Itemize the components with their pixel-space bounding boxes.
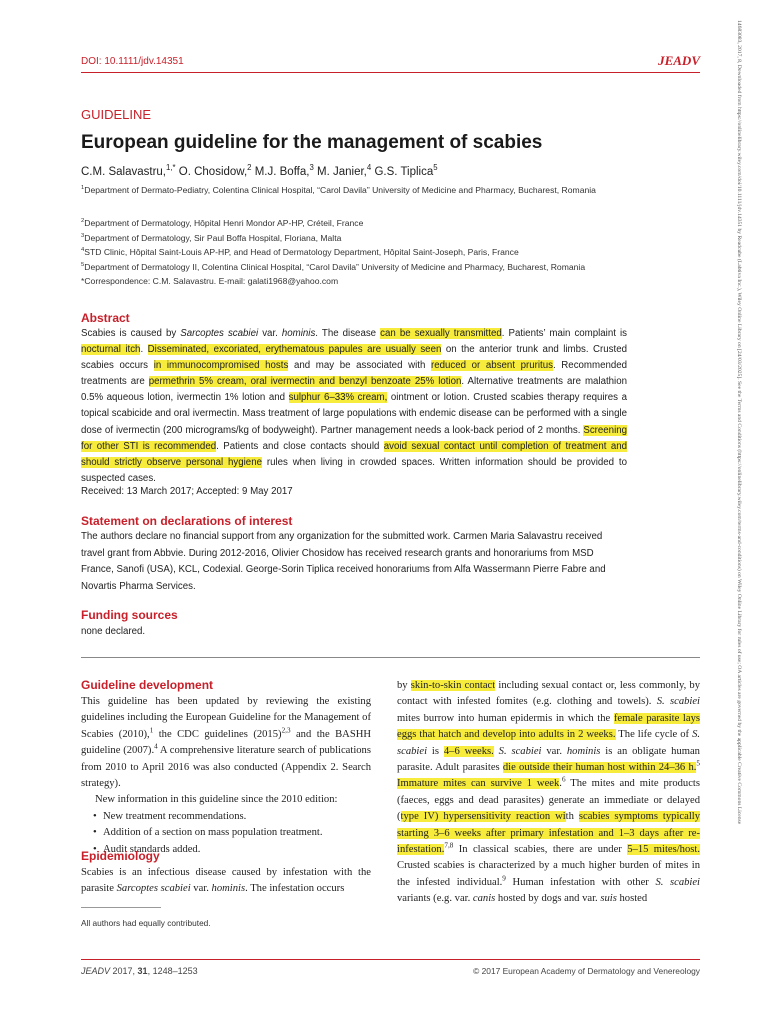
guideline-development-heading: Guideline development xyxy=(81,678,214,692)
epidemiology-continued: by skin-to-skin contact including sexual contact or, less commonly, by contact with infested fomites (e.g. clothing and towels). S. scabiei mites burrow into human epidermis in which the female parasite lays eggs that hatch and develop into adults in 2 weeks. The life cycle of S. scabiei is 4–6 weeks. S. scabiei var. hominis is an obligate human parasite. Adult parasites die outside their human host within 24–36 h.$^5$ Immature mites can survive 1 week.$^6$ The mites and mite products (faeces, eggs and dead parasites) generate an immediate or delayed (type IV) hypersensitivity reaction with scabies symptoms typically starting 3–6 weeks after primary infestation and 1–3 days after re-infestation.$^{7,8}$ In classical scabies, there are under 5–15 mites/host. Crusted scabies is characterized by a much higher burden of mites in the infested individual.$^9$ Human infestation with other S. scabiei variants (e.g. var. canis hosted by dogs and var. suis hosted xyxy=(397,680,701,905)
abstract-heading: Abstract xyxy=(81,311,130,325)
affiliation-2: $^2$Department of Dermatology, Hôpital Henri Mondor AP-HP, Créteil, France xyxy=(81,218,364,228)
download-notice-text: 14683083, 2017, 8, Downloaded from https://onlinelibrary.wiley.com/doi/10.1111/jdv.14351 by Readcube (Labtiva Inc.), Wiley Online Library on [24/03/2025]. See the Terms and Conditions (https://onlinelibrary.wiley.com/terms-and-conditions) on Wiley Online Library for rules of use; OA articles are governed by the applicable Creative Commons License xyxy=(736,20,742,825)
epidemiology-heading: Epidemiology xyxy=(81,849,160,863)
new-info-intro: New information in this guideline since the 2010 edition: xyxy=(95,794,338,806)
footnote: All authors had equally contributed. xyxy=(81,918,211,928)
guideline-development-body xyxy=(81,694,371,858)
funding-heading: Funding sources xyxy=(81,608,178,622)
doi-link[interactable]: DOI: 10.1111/jdv.14351 xyxy=(81,56,184,67)
footnote-rule xyxy=(81,907,161,908)
list-item: • New treatment recommendations. xyxy=(103,809,371,825)
header-rule xyxy=(81,72,700,73)
declarations-body: The authors declare no financial support from any organization for the submitted work. Carmen Maria Salavastru received travel grant from Abbvie. During 2012-2016, Olivier Chosidow has received research grants and honorariums from MSD France, Sanofi (USA), KCL, Codexial. George-Sorin Tiplica received honorariums from Alfa Wassermann Pierre Fabre and Novartis Pharma Services. xyxy=(81,531,606,592)
received-dates: Received: 13 March 2017; Accepted: 9 May 2017 xyxy=(81,486,293,497)
section-divider xyxy=(81,657,700,658)
affiliation-4: $^4$STD Clinic, Hôpital Saint-Louis AP-HP, and Head of Dermatology Department, Hôpital Saint-Joseph, Paris, France xyxy=(81,247,519,257)
epidemiology-body: Scabies is an infectious disease caused by infestation with the parasite Sarcoptes scabiei var. hominis. The infestation occurs xyxy=(81,867,371,895)
author-list: C.M. Salavastru,$^{1,*}$ O. Chosidow,$^2$ M.J. Boffa,$^3$ M. Janier,$^4$ G.S. Tiplica$^5$ xyxy=(81,163,438,178)
article-title: European guideline for the management of scabies xyxy=(81,132,543,153)
funding-body: none declared. xyxy=(81,626,146,637)
list-item: • Addition of a section on mass population treatment. xyxy=(103,825,371,841)
list-item: • Audit standards added. xyxy=(103,842,371,858)
footer-copyright: © 2017 European Academy of Dermatology and Venereology xyxy=(473,966,700,976)
download-notice-sidebar xyxy=(732,20,744,1010)
declarations-heading: Statement on declarations of interest xyxy=(81,514,293,528)
footer-citation: JEADV 2017, 31, 1248–1253 xyxy=(81,966,198,976)
abstract-body: Scabies is caused by Sarcoptes scabiei var. hominis. The disease can be sexually transmitted. Patients’ main complaint is nocturnal itch. Disseminated, excoriated, erythematous papules are usually seen on the anterior trunk and limbs. Crusted scabies occurs in immunocompromised hosts and may be associated with reduced or absent pruritus. Recommended treatments are permethrin 5% cream, oral ivermectin and benzyl benzoate 25% lotion. Alternative treatments are malathion 0.5% aqueous lotion, ivermectin 1% lotion and sulphur 6–33% cream, ointment or lotion. Crusted scabies therapy requires a topical scabicide and oral ivermectin. Mass treatment of large populations with endemic disease can be performed with a single dose of ivermectin (200 micrograms/kg of bodyweight). Partner management needs a look-back period of 2 months. Screening for other STI is recommended. Patients and close contacts should avoid sexual contact until completion of treatment and should strictly observe personal hygiene rules when living in crowded spaces. Written information should be provided to suspected cases. xyxy=(81,328,628,484)
affiliation-3: $^3$Department of Dermatology, Sir Paul Boffa Hospital, Floriana, Malta xyxy=(81,233,342,243)
footer-rule xyxy=(81,959,700,960)
affiliation-1: $^1$Department of Dermato-Pediatry, Colentina Clinical Hospital, “Carol Davila” University of Medicine and Pharmacy, Bucharest, Romania xyxy=(81,185,596,195)
guideline-development-para: This guideline has been updated by reviewing the existing guidelines including the European Guideline for the Management of Scabies (2010),$^1$ the CDC guidelines $(2015)^{2,3}$ and the BASHH guideline (2007).$^4$ A comprehensive literature search of publications from 2010 to April 2016 was also conducted (Appendix 2. Search strategy). xyxy=(81,696,372,790)
affiliation-5: $^5$Department of Dermatology II, Colentina Clinical Hospital, “Carol Davila” University of Medicine and Pharmacy, Bucharest, Romania xyxy=(81,262,586,272)
journal-name: JEADV xyxy=(658,53,700,68)
correspondence: *Correspondence: C.M. Salavastru. E-mail: galati1968@yahoo.com xyxy=(81,276,339,286)
article-type: GUIDELINE xyxy=(81,107,152,122)
